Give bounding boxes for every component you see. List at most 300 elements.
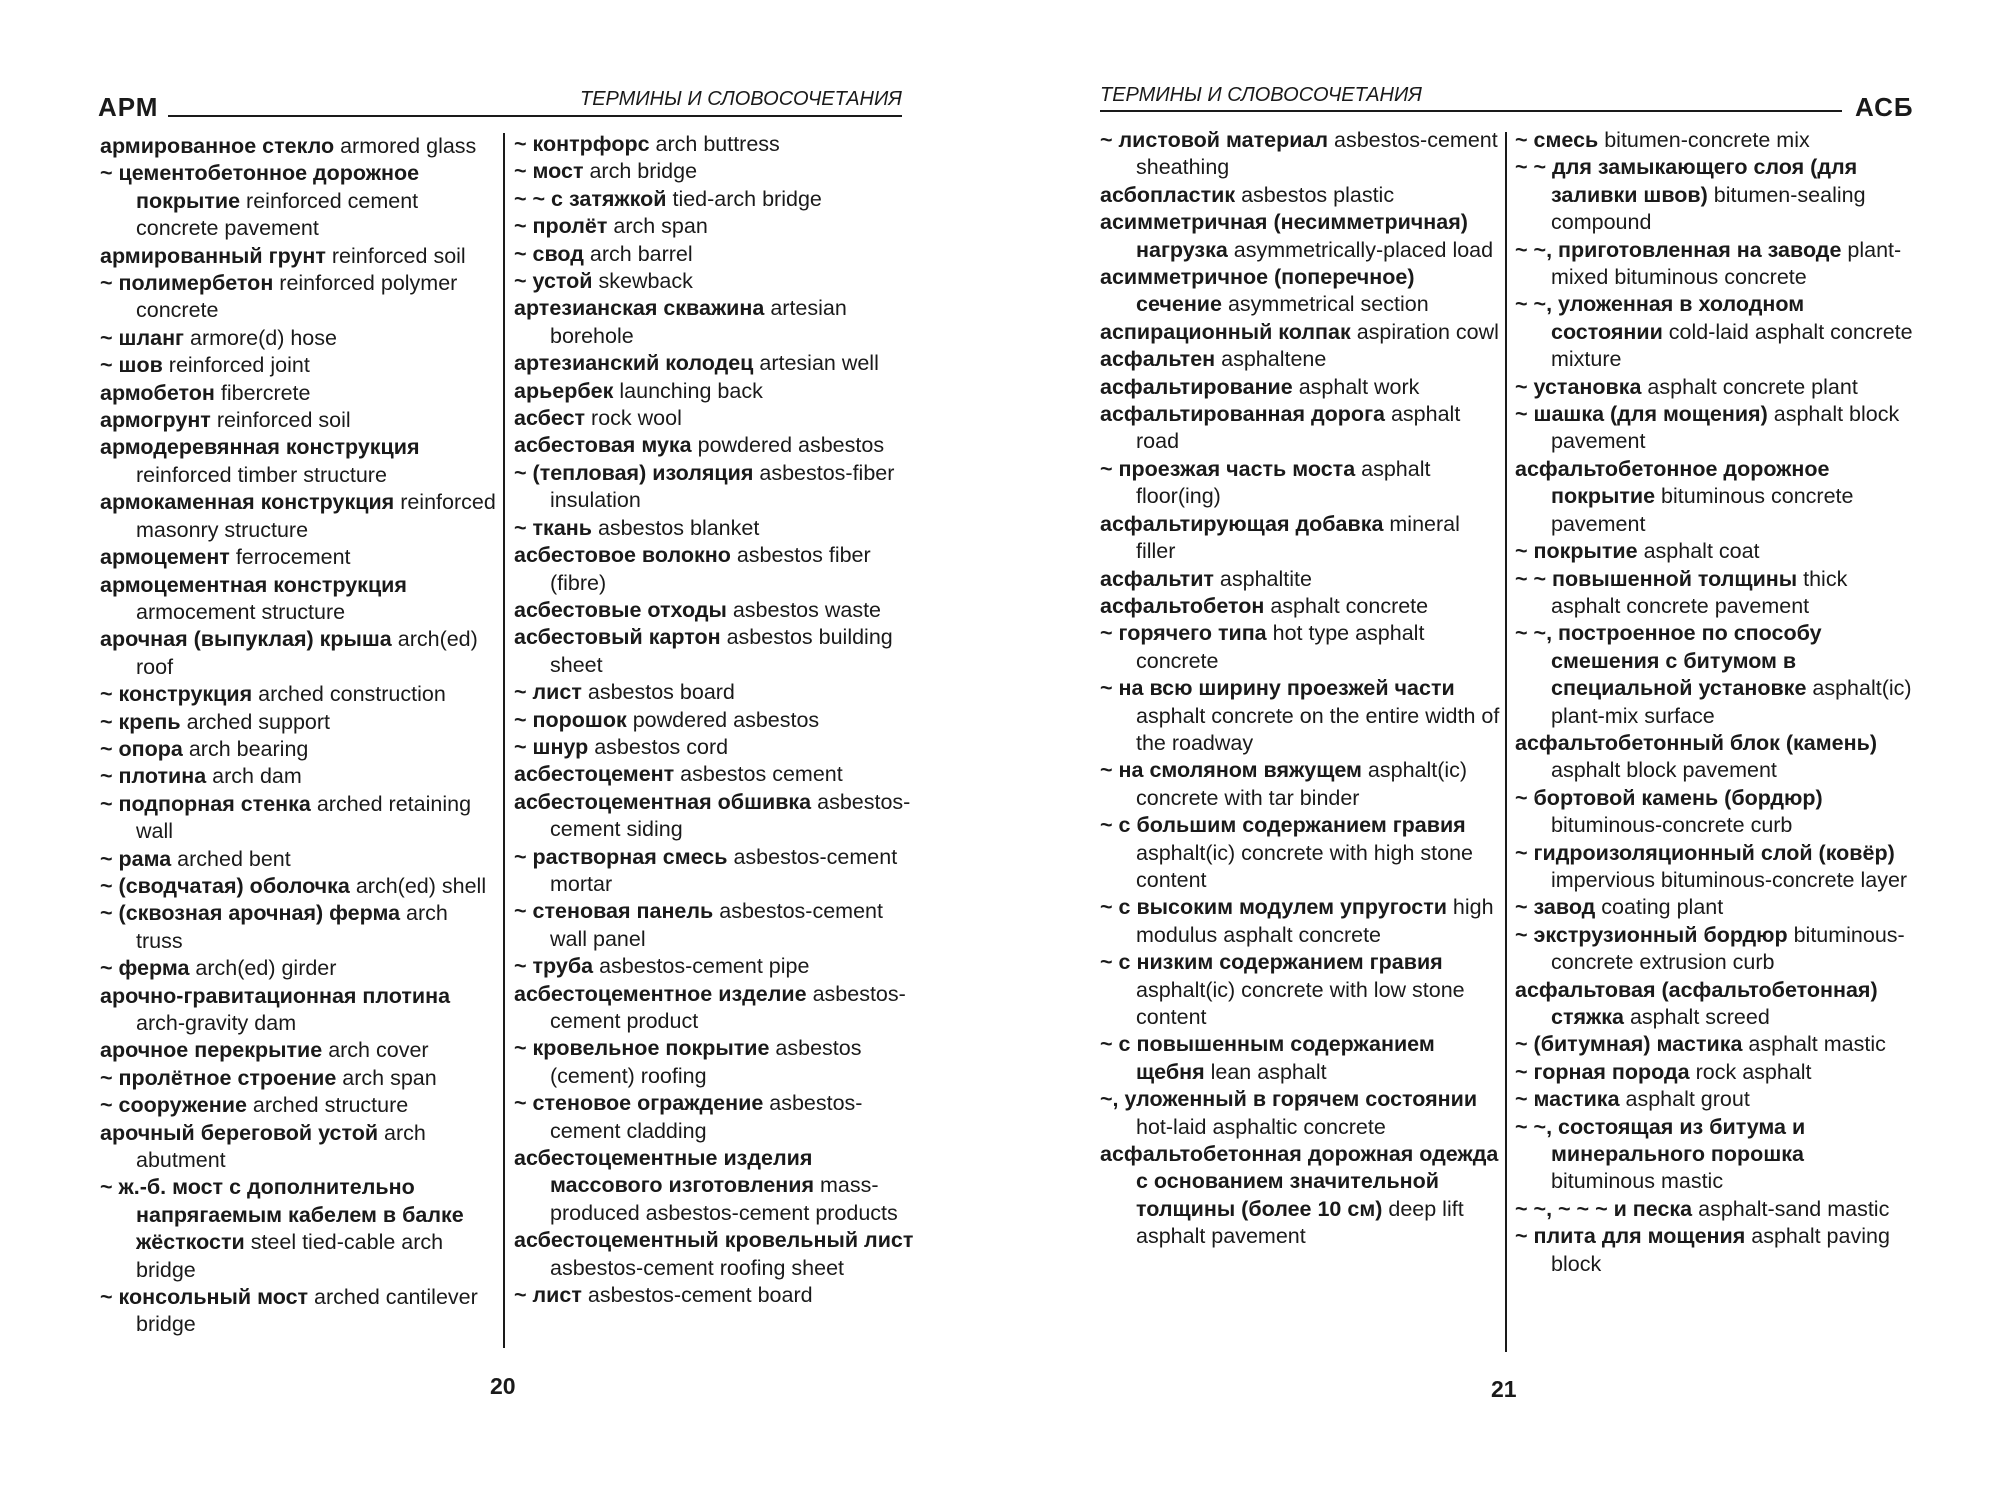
entry-term: ~ ~, ~ ~ ~ и песка	[1515, 1196, 1693, 1221]
dictionary-entry	[1515, 1114, 1913, 1196]
dictionary-entry	[514, 597, 914, 624]
entry-translation: asphalt(ic) concrete with high stone content	[1136, 840, 1474, 892]
entry-term: асфальтит	[1100, 566, 1214, 591]
dictionary-entry	[100, 133, 496, 160]
header-code: АРМ	[98, 92, 159, 122]
entry-translation: artesian well	[753, 351, 879, 376]
dictionary-entry	[100, 1120, 496, 1175]
entry-translation: asbestos-cement product	[550, 981, 906, 1033]
entry-term: ~ кровельное покрытие	[514, 1036, 770, 1061]
dictionary-entry	[1100, 456, 1500, 511]
dictionary-entry	[100, 434, 496, 489]
dictionary-entry	[1515, 401, 1913, 456]
entry-translation: reinforced soil	[210, 408, 351, 433]
entry-term: ~ стеновое ограждение	[514, 1091, 764, 1116]
dictionary-entry	[100, 1092, 496, 1119]
dictionary-entry	[1515, 922, 1913, 977]
entry-term: асфальтобетонное дорожное покрытие	[1515, 456, 1830, 509]
entry-translation: arch abutment	[136, 1120, 426, 1173]
dictionary-entry	[514, 844, 914, 899]
dictionary-entry	[1100, 511, 1500, 566]
entry-translation: asphalt road	[1136, 402, 1461, 454]
entry-term: ~ проезжая часть моста	[1100, 456, 1356, 481]
entry-translation: asphalt(ic) concrete with low stone content	[1136, 977, 1465, 1029]
entry-term: ~ свод	[514, 241, 584, 266]
entries-column-2	[514, 131, 914, 1309]
entry-translation: thick asphalt concrete pavement	[1551, 566, 1848, 618]
entry-translation: arch-gravity dam	[136, 1011, 297, 1035]
entry-term: асфальтобетонный блок (камень)	[1515, 730, 1877, 755]
dictionary-entry	[100, 736, 496, 763]
dictionary-entry	[514, 1145, 914, 1227]
dictionary-entry	[1515, 538, 1913, 565]
entry-translation: asbestos-cement siding	[550, 789, 911, 842]
entry-translation: asbestos (cement) roofing	[550, 1036, 862, 1088]
entry-term: ~ лист	[514, 1283, 582, 1308]
entry-term: ~ мастика	[1515, 1087, 1620, 1112]
dictionary-entry	[100, 763, 496, 790]
entry-translation: high modulus asphalt concrete	[1136, 895, 1494, 947]
entry-translation: asbestos fiber (fibre)	[550, 543, 871, 595]
entry-translation: arch bridge	[583, 159, 698, 184]
dictionary-entry	[1100, 593, 1500, 620]
dictionary-entry	[100, 544, 496, 571]
entry-term: асфальтовая (асфальтобетонная) стяжка	[1515, 977, 1878, 1029]
dictionary-entry	[1100, 209, 1500, 264]
entry-translation: lean asphalt	[1204, 1059, 1327, 1084]
entry-term: артезианский колодец	[514, 351, 754, 376]
dictionary-entry	[100, 489, 496, 544]
dictionary-entry	[514, 405, 914, 432]
entry-term: асбест	[514, 406, 586, 431]
entry-translation: cold-laid asphalt concrete mixture	[1551, 319, 1913, 372]
entry-translation: arch cover	[322, 1038, 429, 1063]
dictionary-entry	[514, 186, 914, 213]
dictionary-entry	[1515, 566, 1913, 621]
entry-translation: asphalt concrete plant	[1641, 374, 1858, 399]
dictionary-entry	[100, 846, 496, 873]
entry-translation: asphalt(ic) plant-mix surface	[1551, 676, 1912, 728]
entry-term: аспирационный колпак	[1100, 319, 1351, 344]
entry-term: ~ пролётное строение	[100, 1065, 337, 1090]
entry-translation: bituminous mastic	[1551, 1169, 1724, 1194]
entry-translation: asbestos waste	[726, 597, 882, 622]
dictionary-entry	[1515, 730, 1913, 785]
entry-term: ~ ~ с затяжкой	[514, 186, 667, 211]
entry-translation: bituminous-concrete extrusion curb	[1551, 922, 1905, 975]
entry-translation: powdered asbestos	[691, 433, 885, 458]
entry-term: ~ горная порода	[1515, 1059, 1690, 1084]
entry-term: асимметричное (поперечное) сечение	[1100, 265, 1415, 317]
dictionary-entry	[1515, 374, 1913, 401]
dictionary-entry	[100, 352, 496, 379]
entry-translation: reinforced timber structure	[136, 462, 387, 487]
dictionary-entry	[514, 432, 914, 459]
entry-term: ~ горячего типа	[1100, 621, 1267, 646]
entry-term: ~ ткань	[514, 515, 592, 540]
dictionary-entry	[514, 707, 914, 734]
entry-term: асбопластик	[1100, 182, 1236, 207]
entry-term: армированное стекло	[100, 134, 335, 158]
header-code: АСБ	[1855, 92, 1914, 122]
dictionary-entry	[100, 791, 496, 846]
entry-term: ~ ~ повышенной толщины	[1515, 566, 1798, 591]
entry-term: ~ шнур	[514, 734, 589, 759]
entry-term: ~ лист	[514, 680, 582, 705]
entry-translation: asphalt grout	[1619, 1087, 1750, 1112]
dictionary-entry	[1515, 1196, 1913, 1223]
dictionary-entry	[1515, 620, 1913, 730]
entry-translation: asymmetrically-placed load	[1227, 237, 1494, 262]
entry-translation: artesian borehole	[550, 296, 847, 348]
entry-term: ~ листовой материал	[1100, 128, 1329, 152]
entry-term: ~ консольный мост	[100, 1285, 309, 1310]
dictionary-entry	[1100, 401, 1500, 456]
entry-term: ~ экструзионный бордюр	[1515, 922, 1788, 947]
right-page	[1000, 0, 2000, 1494]
entry-translation: rock asphalt	[1689, 1059, 1812, 1084]
entry-translation: asphalt block pavement	[1551, 402, 1900, 454]
entry-term: ~ на смоляном вяжущем	[1100, 758, 1362, 783]
entry-term: ~ плотина	[100, 764, 207, 789]
dictionary-entry	[1100, 374, 1500, 401]
entry-translation: asphalt mastic	[1742, 1032, 1886, 1057]
entry-translation: asbestos-cement wall panel	[550, 899, 883, 951]
dictionary-entry	[100, 270, 496, 325]
entry-translation: arch bearing	[182, 736, 309, 761]
dictionary-entry	[100, 709, 496, 736]
dictionary-entry	[1100, 1086, 1500, 1141]
entry-term: ~ (сквозная арочная) ферма	[100, 901, 401, 926]
dictionary-entry	[514, 350, 914, 377]
entry-term: ~ крепь	[100, 709, 181, 734]
entry-term: асбестовая мука	[514, 433, 692, 458]
dictionary-entry	[1100, 894, 1500, 949]
dictionary-entry	[1515, 977, 1913, 1032]
entry-term: ~ пролёт	[514, 214, 608, 239]
entry-translation: skewback	[592, 269, 693, 294]
entry-term: ~ устой	[514, 269, 593, 294]
entry-translation: asbestos-cement board	[581, 1283, 813, 1308]
header-rule	[1100, 110, 1842, 112]
entry-term: ~ ж.-б. мост с дополнительно напрягаемым кабелем в балке жёсткости	[100, 1175, 464, 1255]
entry-term: ~ с высоким модулем упругости	[1100, 895, 1447, 920]
entries-column-2	[1515, 127, 1913, 1278]
entry-term: армобетон	[100, 380, 215, 405]
entry-term: асфальтирующая добавка	[1100, 511, 1384, 536]
entry-translation: asbestos-fiber insulation	[550, 460, 895, 513]
dictionary-entry	[1515, 456, 1913, 538]
entry-term: асбестовый картон	[514, 625, 721, 650]
dictionary-entry	[514, 515, 914, 542]
entry-term: армокаменная конструкция	[100, 490, 395, 515]
entry-term: асбестоцементные изделия массового изготовления	[514, 1146, 815, 1198]
entry-translation: asphalt coat	[1637, 539, 1760, 564]
entry-term: ~ плита для мощения	[1515, 1224, 1746, 1249]
entry-term: асбестовые отходы	[514, 597, 727, 622]
dictionary-entry	[514, 241, 914, 268]
entry-term: ~ завод	[1515, 895, 1596, 920]
entry-translation: asphalt-sand mastic	[1692, 1196, 1890, 1221]
entry-translation: launching back	[613, 378, 763, 403]
dictionary-entry	[1515, 154, 1913, 236]
page-number: 21	[1491, 1376, 1517, 1402]
entry-translation: arched construction	[252, 682, 446, 707]
entry-term: ~ с повышенным содержанием щебня	[1100, 1032, 1435, 1084]
entry-translation: bitumen-sealing compound	[1551, 182, 1866, 235]
entry-term: асбестовое волокно	[514, 543, 731, 568]
dictionary-entry	[1100, 319, 1500, 346]
entry-translation: asbestos cement	[674, 762, 843, 787]
column-rule	[503, 133, 505, 1348]
entry-translation: arch(ed) shell	[349, 873, 487, 898]
entry-translation: asphalt work	[1292, 374, 1420, 399]
entry-term: ~ бортовой камень (бордюр)	[1515, 785, 1823, 810]
entry-translation: arch span	[336, 1065, 437, 1090]
dictionary-entry	[514, 131, 914, 158]
entry-term: ~ растворная смесь	[514, 844, 728, 869]
entry-translation: asbestos-cement sheathing	[1136, 128, 1498, 180]
entry-term: ~ ~, уложенная в холодном состоянии	[1515, 292, 1805, 344]
entry-translation: asphalt paving block	[1551, 1224, 1890, 1276]
entry-translation: arched structure	[246, 1093, 409, 1118]
entry-term: ~ ~, состоящая из битума и минерального порошка	[1515, 1114, 1806, 1167]
dictionary-entry	[1515, 840, 1913, 895]
entry-translation: reinforced cement concrete pavement	[136, 188, 419, 241]
dictionary-entry	[1100, 127, 1500, 182]
entry-term: ~ покрытие	[1515, 539, 1638, 564]
entry-translation: arch buttress	[649, 132, 780, 156]
dictionary-entry	[514, 295, 914, 350]
dictionary-entry	[1100, 346, 1500, 373]
entry-term: асбестоцементный кровельный лист	[514, 1228, 914, 1253]
entry-translation: asphalt floor(ing)	[1136, 456, 1431, 509]
entry-term: асфальтобетон	[1100, 593, 1265, 618]
dictionary-entry	[100, 380, 496, 407]
entry-translation: arch(ed) girder	[189, 956, 337, 981]
dictionary-entry	[514, 898, 914, 953]
entry-term: ~ цементобетонное дорожное покрытие	[100, 161, 420, 213]
entry-translation: hot-laid asphaltic concrete	[1136, 1114, 1386, 1139]
entry-term: ~ (сводчатая) оболочка	[100, 873, 350, 898]
dictionary-entry	[514, 953, 914, 980]
dictionary-entry	[1100, 1031, 1500, 1086]
entry-translation: arched bent	[171, 846, 291, 871]
entry-translation: arched retaining wall	[136, 791, 472, 844]
entry-translation: deep lift asphalt pavement	[1136, 1196, 1464, 1249]
entry-translation: mass-produced asbestos-cement products	[550, 1173, 898, 1225]
entry-term: асфальтен	[1100, 347, 1216, 372]
entry-term: ~, уложенный в горячем состоянии	[1100, 1087, 1478, 1112]
entry-translation: asbestos blanket	[591, 515, 760, 540]
entry-term: ~ ~, построенное по способу смешения с битумом в специальной установке	[1515, 621, 1822, 701]
entry-term: ~ опора	[100, 736, 183, 761]
entry-translation: asphalt concrete	[1264, 593, 1429, 618]
entry-term: ~ с низким содержанием гравия	[1100, 950, 1443, 975]
entry-term: асбестоцементное изделие	[514, 981, 807, 1006]
entry-translation: impervious bituminous-concrete layer	[1551, 867, 1908, 892]
entry-translation: arch truss	[136, 901, 448, 953]
entry-term: армоцемент	[100, 545, 230, 570]
dictionary-entry	[100, 955, 496, 982]
dictionary-entry	[1515, 894, 1913, 921]
entry-translation: armocement structure	[136, 599, 346, 624]
dictionary-entry	[1100, 949, 1500, 1031]
entries-column-1	[1100, 127, 1500, 1251]
entry-translation: arch(ed) roof	[136, 627, 478, 679]
dictionary-entry	[100, 243, 496, 270]
dictionary-entry	[1515, 237, 1913, 292]
entry-term: асимметричная (несимметричная) нагрузка	[1100, 210, 1468, 262]
entry-translation: ferrocement	[229, 545, 351, 570]
dictionary-entry	[514, 1090, 914, 1145]
entry-translation: arched cantilever bridge	[136, 1285, 478, 1337]
entry-term: арочная (выпуклая) крыша	[100, 627, 392, 652]
dictionary-entry	[514, 761, 914, 788]
dictionary-entry	[1515, 1223, 1913, 1278]
entry-term: армогрунт	[100, 408, 211, 433]
entry-term: ~ стеновая панель	[514, 899, 714, 924]
entry-translation: asbestos-cement mortar	[550, 844, 898, 896]
entry-translation: arch span	[607, 214, 708, 239]
entry-translation: aspiration cowl	[1350, 319, 1499, 344]
entry-term: ~ мост	[514, 159, 584, 184]
entry-translation: bituminous-concrete curb	[1551, 813, 1793, 838]
entry-term: асбестоцемент	[514, 762, 675, 787]
dictionary-entry	[100, 572, 496, 627]
dictionary-entry	[1515, 785, 1913, 840]
entry-translation: steel tied-cable arch bridge	[136, 1230, 444, 1282]
dictionary-entry	[1100, 566, 1500, 593]
entry-term: ~ контрфорс	[514, 132, 650, 156]
dictionary-entry	[100, 1065, 496, 1092]
entry-translation: asbestos-cement roofing sheet	[550, 1255, 844, 1280]
dictionary-entry	[100, 407, 496, 434]
entry-term: армированный грунт	[100, 243, 326, 268]
entry-term: артезианская скважина	[514, 296, 765, 321]
dictionary-entry	[1515, 291, 1913, 373]
entry-translation: plant-mixed bituminous concrete	[1551, 237, 1902, 290]
entry-translation: arch barrel	[583, 241, 693, 266]
dictionary-entry	[514, 542, 914, 597]
dictionary-entry	[1100, 182, 1500, 209]
dictionary-entry	[1100, 757, 1500, 812]
dictionary-entry	[100, 1037, 496, 1064]
dictionary-entry	[100, 873, 496, 900]
entry-term: арочно-гравитационная плотина	[100, 983, 451, 1008]
entry-translation: fibercrete	[214, 380, 311, 405]
entry-term: асфальтобетонная дорожная одежда с основанием значительной толщины (более 10 см)	[1100, 1142, 1499, 1221]
dictionary-entry	[514, 158, 914, 185]
entry-translation: asphalt screed	[1624, 1005, 1770, 1029]
entry-term: армодеревянная конструкция	[100, 435, 420, 460]
entry-translation: armored glass	[334, 134, 477, 158]
dictionary-entry	[514, 1227, 914, 1282]
dictionary-entry	[1100, 1141, 1500, 1251]
entry-translation: asbestos plastic	[1235, 182, 1395, 207]
entry-term: арочное перекрытие	[100, 1038, 323, 1063]
header-title: ТЕРМИНЫ И СЛОВОСОЧЕТАНИЯ	[580, 88, 902, 110]
entry-translation: asbestos-cement pipe	[593, 954, 810, 979]
dictionary-entry	[1515, 1031, 1913, 1058]
entry-translation: reinforced masonry structure	[136, 490, 496, 542]
dictionary-entry	[1100, 620, 1500, 675]
entry-term: ~ (битумная) мастика	[1515, 1032, 1743, 1057]
entry-term: ~ сооружение	[100, 1093, 247, 1118]
entry-translation: reinforced soil	[325, 243, 466, 268]
entry-term: арьербек	[514, 378, 614, 403]
entry-term: асбестоцементная обшивка	[514, 789, 812, 814]
entry-term: ~ с большим содержанием гравия	[1100, 813, 1466, 838]
dictionary-entry	[100, 160, 496, 242]
dictionary-entry	[514, 1282, 914, 1309]
dictionary-entry	[1515, 1059, 1913, 1086]
entry-translation: asbestos building sheet	[550, 625, 893, 677]
entry-term: ~ порошок	[514, 707, 627, 732]
entry-term: ~ шов	[100, 353, 163, 378]
entry-translation: armore(d) hose	[184, 325, 337, 350]
entry-term: ~ конструкция	[100, 682, 253, 707]
entry-term: ~ подпорная стенка	[100, 791, 311, 816]
entry-term: арочный береговой устой	[100, 1120, 379, 1145]
page-number: 20	[490, 1373, 516, 1399]
entry-term: ~ труба	[514, 954, 594, 979]
entries-column-1	[100, 133, 496, 1339]
entry-term: ~ гидроизоляционный слой (ковёр)	[1515, 840, 1895, 865]
entry-translation: asphalt block pavement	[1551, 758, 1777, 783]
dictionary-entry	[514, 213, 914, 240]
entry-term: армоцементная конструкция	[100, 572, 407, 597]
dictionary-entry	[100, 1284, 496, 1339]
entry-term: асфальтированная дорога	[1100, 402, 1385, 427]
dictionary-entry	[100, 1174, 496, 1284]
entry-translation: hot type asphalt concrete	[1136, 621, 1425, 673]
dictionary-entry	[100, 325, 496, 352]
entry-term: ~ полимербетон	[100, 271, 274, 296]
dictionary-entry	[1100, 675, 1500, 757]
dictionary-entry	[514, 734, 914, 761]
column-rule	[1505, 132, 1507, 1352]
entry-term: ~ ~, приготовленная на заводе	[1515, 237, 1842, 262]
dictionary-entry	[514, 981, 914, 1036]
entry-translation: reinforced joint	[162, 353, 310, 378]
dictionary-entry	[514, 378, 914, 405]
dictionary-entry	[514, 789, 914, 844]
entry-term: ~ на всю ширину проезжей части	[1100, 676, 1455, 701]
entry-translation: mineral filler	[1136, 511, 1460, 564]
entry-translation: arch dam	[206, 764, 302, 789]
entry-translation: coating plant	[1595, 895, 1724, 920]
entry-translation: asbestos cord	[588, 734, 729, 759]
entry-term: ~ (тепловая) изоляция	[514, 460, 754, 485]
header-rule	[168, 115, 902, 117]
entry-term: ~ смесь	[1515, 128, 1599, 152]
entry-translation: reinforced polymer concrete	[136, 271, 458, 323]
header-title: ТЕРМИНЫ И СЛОВОСОЧЕТАНИЯ	[1100, 84, 1422, 106]
dictionary-entry	[514, 460, 914, 515]
entry-term: ~ ~ для замыкающего слоя (для заливки швов)	[1515, 155, 1858, 207]
dictionary-entry	[1515, 1086, 1913, 1113]
dictionary-entry	[100, 900, 496, 955]
dictionary-entry	[514, 268, 914, 295]
entry-translation: bituminous concrete pavement	[1551, 484, 1854, 536]
entry-translation: asbestos-cement cladding	[550, 1091, 863, 1143]
entry-term: ~ шашка (для мощения)	[1515, 402, 1768, 427]
dictionary-entry	[514, 679, 914, 706]
dictionary-entry	[100, 983, 496, 1038]
entry-term: ~ рама	[100, 846, 172, 871]
dictionary-entry	[100, 626, 496, 681]
